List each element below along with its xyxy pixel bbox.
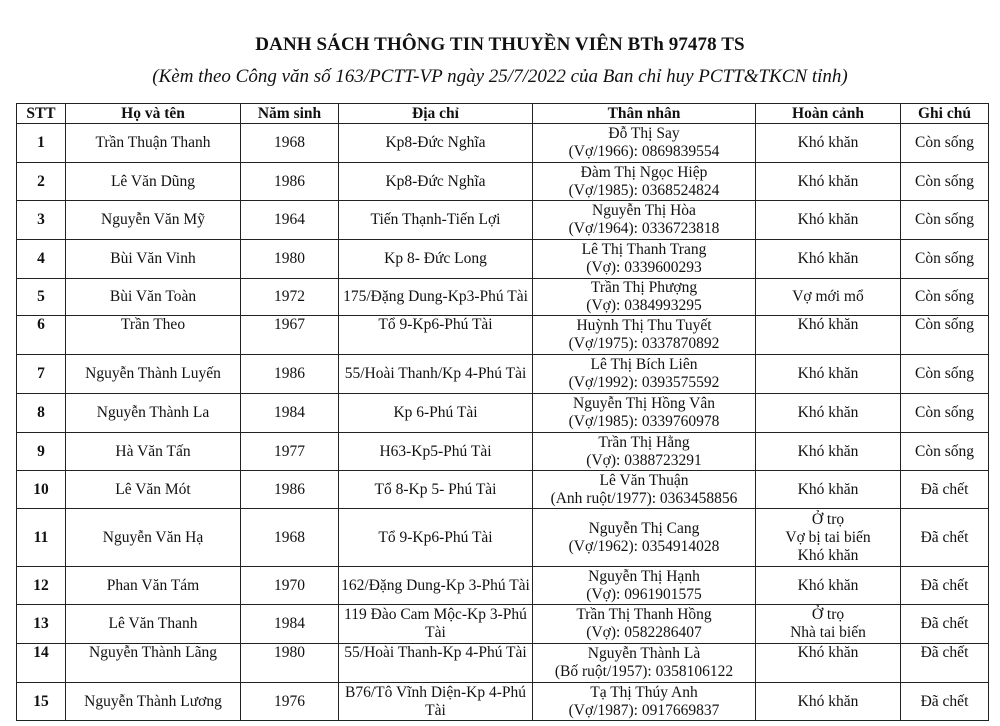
cell-relative <box>533 355 756 394</box>
cell-birth-year: 1980 <box>241 240 339 279</box>
cell-stt: 15 <box>17 683 66 721</box>
situation-line: Khó khăn <box>797 576 859 594</box>
header-birth-year: Năm sinh <box>241 104 339 124</box>
relative-info: (Vợ): 0339600293 <box>586 259 702 276</box>
table-row <box>17 509 989 567</box>
relative-name: Nguyễn Thành Là <box>587 645 701 662</box>
cell-full-name: Bùi Văn Toàn <box>66 279 241 316</box>
relative-name: Đỗ Thị Say <box>608 125 680 142</box>
cell-situation <box>756 163 901 201</box>
cell-note: Còn sống <box>901 355 989 394</box>
table-row <box>17 644 989 683</box>
relative-info: (Vợ): 0582286407 <box>586 624 702 641</box>
cell-stt: 9 <box>17 433 66 471</box>
situation-line: Khó khăn <box>797 316 859 333</box>
cell-relative <box>533 201 756 240</box>
cell-full-name: Phan Văn Tám <box>66 567 241 605</box>
cell-birth-year: 1968 <box>241 509 339 567</box>
cell-address: Tiến Thạnh-Tiến Lợi <box>339 201 533 240</box>
relative-name: Trần Thị Thanh Hồng <box>576 606 712 623</box>
cell-situation <box>756 240 901 279</box>
cell-stt: 4 <box>17 240 66 279</box>
header-full-name: Họ và tên <box>66 104 241 124</box>
cell-birth-year: 1970 <box>241 567 339 605</box>
cell-stt: 1 <box>17 124 66 163</box>
cell-stt: 5 <box>17 279 66 316</box>
situation-line: Khó khăn <box>797 404 859 421</box>
table-row <box>17 433 989 471</box>
relative-name: Lê Thị Thanh Trang <box>581 241 707 258</box>
table-header-row <box>17 104 989 124</box>
table-row <box>17 201 989 240</box>
cell-birth-year: 1984 <box>241 394 339 433</box>
cell-note: Còn sống <box>901 124 989 163</box>
situation-line: Khó khăn <box>797 172 859 190</box>
situation-line: Khó khăn <box>797 546 859 564</box>
cell-situation <box>756 567 901 605</box>
cell-note: Còn sống <box>901 316 989 355</box>
cell-address: H63-Kp5-Phú Tài <box>339 433 533 471</box>
relative-name: Nguyễn Thị Cang <box>588 519 700 537</box>
cell-stt: 14 <box>17 644 66 683</box>
situation-line: Khó khăn <box>797 442 859 460</box>
relative-name: Tạ Thị Thúy Anh <box>590 683 698 701</box>
cell-situation <box>756 124 901 163</box>
cell-address: Kp 6-Phú Tài <box>339 394 533 433</box>
relative-name: Nguyễn Thị Hòa <box>592 202 696 219</box>
cell-stt: 2 <box>17 163 66 201</box>
cell-situation <box>756 201 901 240</box>
situation-line: Ở trọ <box>811 606 845 623</box>
cell-situation <box>756 471 901 509</box>
cell-relative <box>533 471 756 509</box>
relative-name: Đàm Thị Ngọc Hiệp <box>580 163 708 181</box>
cell-situation <box>756 355 901 394</box>
situation-line: Khó khăn <box>797 134 859 151</box>
header-address: Địa chỉ <box>339 104 533 124</box>
cell-full-name: Nguyễn Thành Luyến <box>66 355 241 394</box>
cell-situation <box>756 683 901 721</box>
relative-name: Trần Thị Phượng <box>590 279 698 296</box>
relative-info: (Vợ/1966): 0869839554 <box>568 143 720 160</box>
cell-situation <box>756 394 901 433</box>
relative-info: (Vợ/1985): 0368524824 <box>568 181 720 199</box>
cell-address: Kp8-Đức Nghĩa <box>339 163 533 201</box>
relative-name: Nguyễn Thị Hồng Vân <box>573 395 715 412</box>
situation-line: Khó khăn <box>797 365 859 382</box>
cell-birth-year: 1986 <box>241 355 339 394</box>
cell-address: 55/Hoài Thanh-Kp 4-Phú Tài <box>339 644 533 683</box>
cell-note: Đã chết <box>901 683 989 721</box>
cell-address: 119 Đào Cam Mộc-Kp 3-Phú Tài <box>339 605 533 644</box>
cell-address: Kp8-Đức Nghĩa <box>339 124 533 163</box>
cell-relative <box>533 683 756 721</box>
cell-relative <box>533 567 756 605</box>
cell-stt: 6 <box>17 316 66 355</box>
relative-info: (Vợ): 0384993295 <box>586 297 702 314</box>
cell-note: Còn sống <box>901 433 989 471</box>
cell-address: 162/Đặng Dung-Kp 3-Phú Tài <box>339 567 533 605</box>
situation-line: Vợ mới mổ <box>792 288 864 305</box>
cell-stt: 12 <box>17 567 66 605</box>
table-row <box>17 355 989 394</box>
cell-situation <box>756 605 901 644</box>
header-stt: STT <box>17 104 66 124</box>
table-row <box>17 316 989 355</box>
table-row <box>17 471 989 509</box>
relative-name: Lê Văn Thuận <box>599 471 689 489</box>
cell-relative <box>533 316 756 355</box>
cell-relative <box>533 605 756 644</box>
cell-relative <box>533 394 756 433</box>
relative-info: (Vợ): 0961901575 <box>586 585 702 603</box>
cell-note: Còn sống <box>901 163 989 201</box>
header-note: Ghi chú <box>901 104 989 124</box>
document-subtitle: (Kèm theo Công văn số 163/PCTT-VP ngày 25/7/2022 của Ban chỉ huy PCTT&TKCN tỉnh) <box>152 66 848 87</box>
cell-full-name: Hà Văn Tấn <box>66 433 241 471</box>
cell-situation <box>756 279 901 316</box>
table-row <box>17 605 989 644</box>
header-relative: Thân nhân <box>533 104 756 124</box>
relative-name: Huỳnh Thị Thu Tuyết <box>576 317 712 334</box>
cell-note: Còn sống <box>901 279 989 316</box>
cell-relative <box>533 240 756 279</box>
cell-note: Đã chết <box>901 509 989 567</box>
cell-stt: 7 <box>17 355 66 394</box>
cell-stt: 10 <box>17 471 66 509</box>
relative-info: (Vợ/1992): 0393575592 <box>568 374 720 391</box>
table-row <box>17 124 989 163</box>
crew-info-table <box>16 103 989 721</box>
cell-full-name: Lê Văn Thanh <box>66 605 241 644</box>
cell-situation <box>756 644 901 683</box>
cell-situation <box>756 433 901 471</box>
cell-birth-year: 1986 <box>241 163 339 201</box>
cell-birth-year: 1967 <box>241 316 339 355</box>
cell-relative <box>533 433 756 471</box>
cell-address: Tổ 9-Kp6-Phú Tài <box>339 316 533 355</box>
relative-info: (Bố ruột/1957): 0358106122 <box>554 663 734 680</box>
cell-relative <box>533 279 756 316</box>
cell-relative <box>533 509 756 567</box>
situation-line: Khó khăn <box>797 480 859 498</box>
relative-info: (Vợ/1987): 0917669837 <box>568 701 720 719</box>
relative-name: Lê Thị Bích Liên <box>590 356 698 373</box>
situation-line: Khó khăn <box>797 692 859 710</box>
cell-full-name: Nguyễn Thành Lương <box>66 683 241 721</box>
cell-full-name: Bùi Văn Vinh <box>66 240 241 279</box>
cell-stt: 3 <box>17 201 66 240</box>
cell-stt: 13 <box>17 605 66 644</box>
situation-line: Ở trọ <box>811 510 845 528</box>
situation-line: Nhà tai biến <box>790 624 866 641</box>
cell-full-name: Trần Theo <box>66 316 241 355</box>
cell-relative <box>533 644 756 683</box>
cell-birth-year: 1980 <box>241 644 339 683</box>
cell-full-name: Nguyễn Văn Mỹ <box>66 201 241 240</box>
cell-stt: 11 <box>17 509 66 567</box>
cell-full-name: Lê Văn Mót <box>66 471 241 509</box>
cell-birth-year: 1984 <box>241 605 339 644</box>
cell-note: Còn sống <box>901 394 989 433</box>
cell-address: B76/Tô Vĩnh Diện-Kp 4-Phú Tài <box>339 683 533 721</box>
cell-address: Tổ 8-Kp 5- Phú Tài <box>339 471 533 509</box>
situation-line: Khó khăn <box>797 211 859 228</box>
cell-situation <box>756 509 901 567</box>
table-row <box>17 163 989 201</box>
header-situation: Hoàn cảnh <box>756 104 901 124</box>
cell-birth-year: 1968 <box>241 124 339 163</box>
cell-relative <box>533 163 756 201</box>
relative-info: (Vợ): 0388723291 <box>586 451 702 469</box>
situation-line: Khó khăn <box>797 644 859 661</box>
relative-info: (Vợ/1962): 0354914028 <box>568 537 720 555</box>
cell-note: Đã chết <box>901 644 989 683</box>
cell-address: 55/Hoài Thanh/Kp 4-Phú Tài <box>339 355 533 394</box>
cell-relative <box>533 124 756 163</box>
table-row <box>17 394 989 433</box>
cell-note: Còn sống <box>901 240 989 279</box>
table-row <box>17 683 989 721</box>
cell-stt: 8 <box>17 394 66 433</box>
cell-note: Đã chết <box>901 605 989 644</box>
cell-note: Còn sống <box>901 201 989 240</box>
cell-full-name: Nguyễn Thành La <box>66 394 241 433</box>
cell-note: Đã chết <box>901 471 989 509</box>
cell-birth-year: 1964 <box>241 201 339 240</box>
table-row <box>17 279 989 316</box>
document-title: DANH SÁCH THÔNG TIN THUYỀN VIÊN BTh 97478 TS <box>255 34 745 55</box>
relative-name: Trần Thị Hằng <box>598 433 690 451</box>
cell-birth-year: 1972 <box>241 279 339 316</box>
table-row <box>17 567 989 605</box>
cell-full-name: Lê Văn Dũng <box>66 163 241 201</box>
relative-info: (Vợ/1985): 0339760978 <box>568 413 720 430</box>
cell-birth-year: 1986 <box>241 471 339 509</box>
cell-full-name: Nguyễn Văn Hạ <box>66 509 241 567</box>
cell-full-name: Trần Thuận Thanh <box>66 124 241 163</box>
relative-info: (Vợ/1975): 0337870892 <box>568 335 720 352</box>
relative-info: (Vợ/1964): 0336723818 <box>568 220 720 237</box>
cell-note: Đã chết <box>901 567 989 605</box>
relative-info: (Anh ruột/1977): 0363458856 <box>550 489 738 507</box>
cell-address: 175/Đặng Dung-Kp3-Phú Tài <box>339 279 533 316</box>
cell-address: Kp 8- Đức Long <box>339 240 533 279</box>
situation-line: Khó khăn <box>797 250 859 267</box>
cell-full-name: Nguyễn Thành Lãng <box>66 644 241 683</box>
cell-birth-year: 1977 <box>241 433 339 471</box>
situation-line: Vợ bị tai biến <box>785 528 871 546</box>
cell-address: Tổ 9-Kp6-Phú Tài <box>339 509 533 567</box>
cell-birth-year: 1976 <box>241 683 339 721</box>
cell-situation <box>756 316 901 355</box>
relative-name: Nguyễn Thị Hạnh <box>588 567 700 585</box>
table-row <box>17 240 989 279</box>
